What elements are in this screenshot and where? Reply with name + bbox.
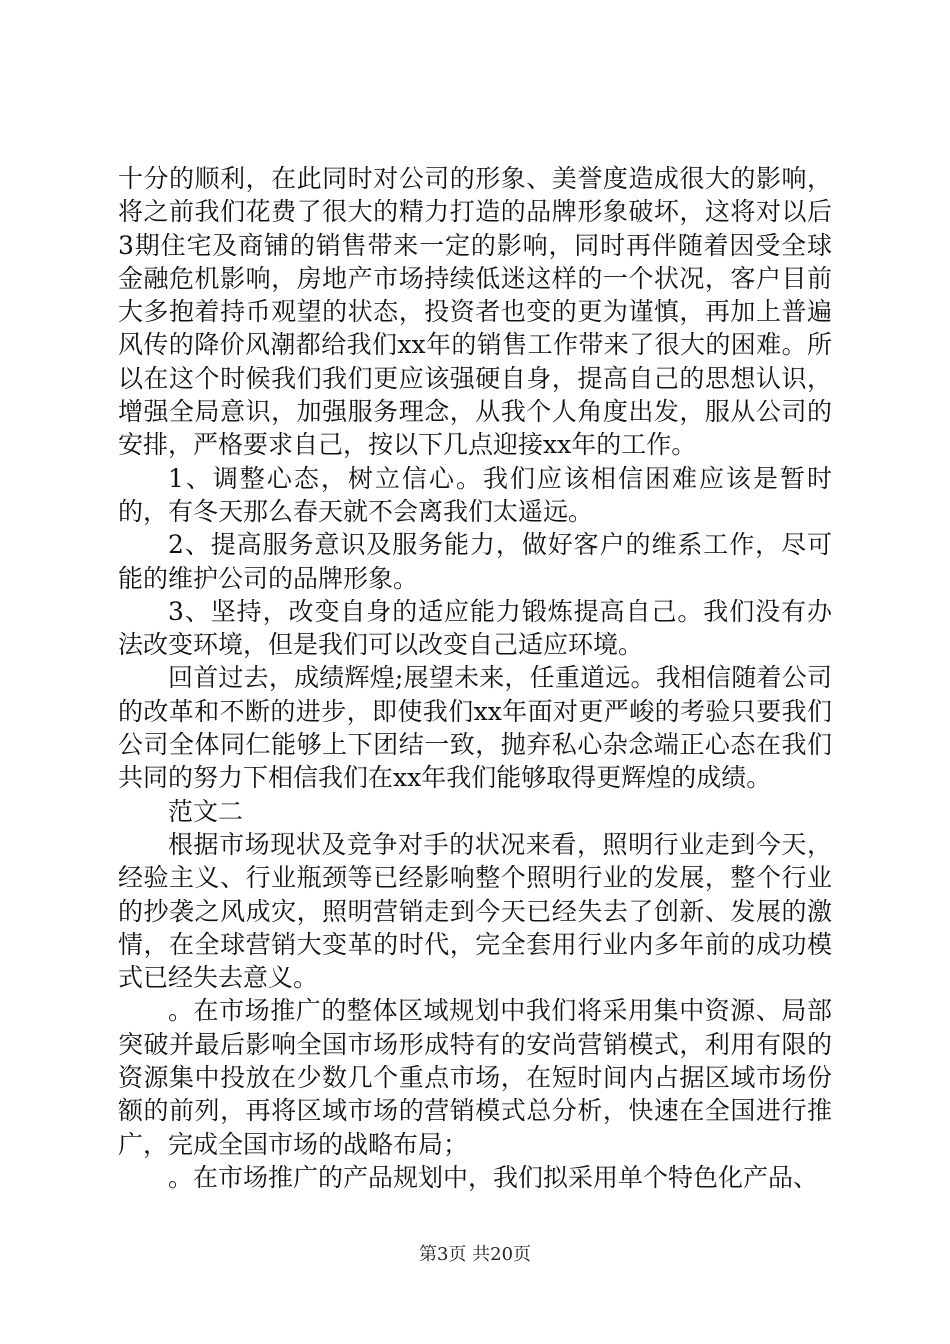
page-footer: 第3页 共20页	[418, 1244, 532, 1265]
paragraph-2: 1、调整心态，树立信心。我们应该相信困难应该是暂时的，有冬天那么春天就不会离我们太遥远。	[118, 463, 832, 526]
paragraph-5: 回首过去，成绩辉煌;展望未来，任重道远。我相信随着公司的改革和不断的进步，即使我们xx年面对更严峻的考验只要我们公司全体同仁能够上下团结一致，抛弃私心杂念端正心态在我们共同的努力下相信我们在xx年我们能够取得更辉煌的成绩。	[118, 663, 832, 793]
paragraph-7: 。在市场推广的整体区域规划中我们将采用集中资源、局部突破并最后影响全国市场形成特有的安尚营销模式，利用有限的资源集中投放在少数几个重点市场，在短时间内占据区域市场份额的前列，再将区域市场的营销模式总分析，快速在全国进行推广，完成全国市场的战略布局；	[118, 996, 832, 1159]
paragraph-3: 2、提高服务意识及服务能力，做好客户的维系工作，尽可能的维护公司的品牌形象。	[118, 530, 832, 593]
document-body	[118, 162, 832, 1194]
section-heading: 范文二	[168, 796, 244, 826]
paragraph-4: 3、坚持，改变自身的适应能力锻炼提高自己。我们没有办法改变环境，但是我们可以改变自己适应环境。	[118, 596, 832, 660]
paragraph-8: 。在市场推广的产品规划中，我们拟采用单个特色化产品、	[168, 1162, 819, 1192]
paragraph-6: 根据市场现状及竞争对手的状况来看，照明行业走到今天，经验主义、行业瓶颈等已经影响整个照明行业的发展，整个行业的抄袭之风成灾，照明营销走到今天已经失去了创新、发展的激情，在全球营销大变革的时代，完全套用行业内多年前的成功模式已经失去意义。	[118, 829, 832, 993]
paragraph-1: 十分的顺利，在此同时对公司的形象、美誉度造成很大的影响，将之前我们花费了很大的精力打造的品牌形象破坏，这将对以后3期住宅及商铺的销售带来一定的影响，同时再伴随着因受全球金融危机影响，房地产市场持续低迷这样的一个状况，客户目前大多抱着持币观望的状态，投资者也变的更为谨慎，再加上普遍风传的降价风潮都给我们xx年的销售工作带来了很大的困难。所以在这个时候我们我们更应该强硬自身，提高自己的思想认识，增强全局意识，加强服务理念，从我个人角度出发，服从公司的安排，严格要求自己，按以下几点迎接xx年的工作。	[118, 164, 832, 460]
